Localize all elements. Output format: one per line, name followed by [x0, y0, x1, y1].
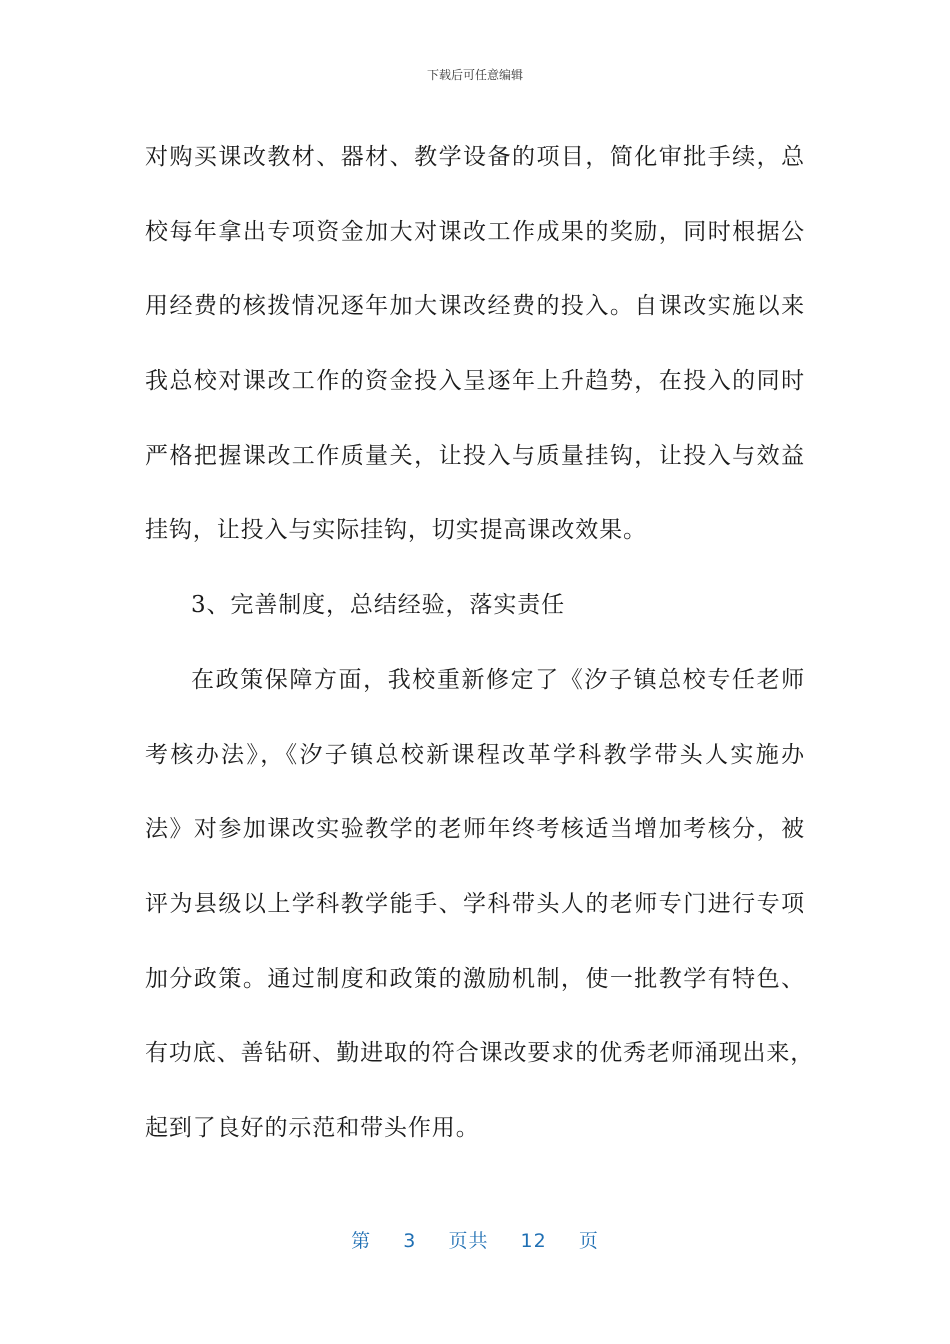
section-heading: 3、完善制度，总结经验，落实责任: [191, 592, 566, 619]
paragraph-line: 有功底、善钻研、勤进取的符合课改要求的优秀老师涌现出来，: [145, 1040, 815, 1067]
paragraph-line: 挂钩，让投入与实际挂钩，切实提高课改效果。: [145, 517, 647, 544]
paragraph-line: 对购买课改教材、器材、教学设备的项目，简化审批手续，总: [145, 144, 805, 170]
page-header: 下载后可任意编辑: [426, 68, 523, 82]
paragraph-line: 考核办法》，《汐子镇总校新课程改革学科教学带头人实施办: [145, 741, 805, 768]
page-number-footer: [0, 1226, 950, 1253]
paragraph-line: 起到了良好的示范和带头作用。: [145, 1114, 480, 1141]
footer-prefix: 第: [351, 1230, 372, 1252]
paragraph-line: 严格把握课改工作质量关，让投入与质量挂钩，让投入与效益: [145, 442, 805, 469]
paragraph-line: 评为县级以上学科教学能手、学科带头人的老师专门进行专项: [145, 890, 805, 917]
paragraph-line: 在政策保障方面，我校重新修定了《汐子镇总校专任老师: [191, 666, 805, 693]
paragraph-line: 校每年拿出专项资金加大对课改工作成果的奖励，同时根据公: [145, 218, 805, 245]
paragraph-line: 我总校对课改工作的资金投入呈逐年上升趋势，在投入的同时: [145, 368, 805, 395]
current-page-number: 3: [403, 1230, 417, 1252]
paragraph-line: 加分政策。通过制度和政策的激励机制，使一批教学有特色、: [145, 965, 805, 992]
footer-suffix: 页: [578, 1230, 599, 1252]
paragraph-line: 用经费的核拨情况逐年加大课改经费的投入。自课改实施以来: [145, 293, 805, 320]
total-pages-number: 12: [520, 1230, 547, 1252]
footer-middle: 页共: [448, 1230, 489, 1252]
paragraph-line: 法》对参加课改实验教学的老师年终考核适当增加考核分，被: [145, 816, 805, 843]
body-text: [145, 120, 815, 1166]
